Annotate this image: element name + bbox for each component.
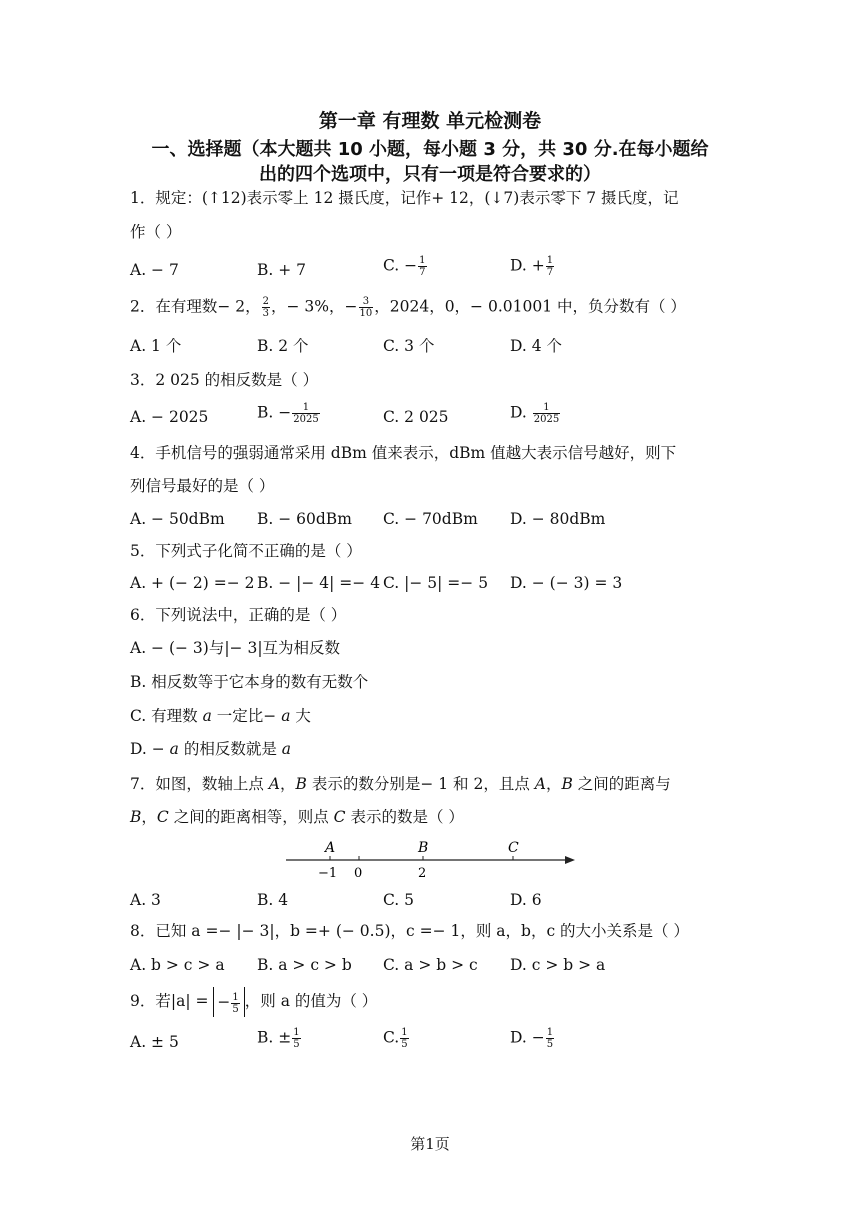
section-heading-line1: 一、选择题（本大题共 10 小题，每小题 3 分，共 30 分.在每小题给 (151, 139, 709, 160)
q4-option-a[interactable]: A. − 50dBm (130, 510, 225, 528)
q4-option-b[interactable]: B. − 60dBm (257, 510, 352, 528)
q4-option-d[interactable]: D. − 80dBm (510, 510, 606, 528)
tick-label-0: 0 (354, 866, 363, 881)
q1-stem-line1: 1．规定：(↑12)表示零上 12 摄氏度，记作+ 12，(↓7)表示零下 7 摄氏度，记 (130, 189, 679, 207)
q5-option-b[interactable]: B. − |− 4| =− 4 (257, 574, 381, 592)
section-heading (130, 137, 730, 187)
q1-option-a[interactable]: A. − 7 (130, 261, 179, 279)
q1-option-d-fraction: $\frac{1}{7}$ (546, 255, 554, 278)
q2-option-a[interactable]: A. 1 个 (130, 337, 182, 355)
q2-option-d[interactable]: D. 4 个 (510, 337, 563, 355)
number-line-figure (280, 836, 580, 886)
q8-option-d[interactable]: D. c > b > a (510, 956, 606, 974)
axis-arrow-icon (565, 856, 575, 864)
q8-option-c[interactable]: C. a > b > c (383, 956, 478, 974)
tick-label-2: 2 (418, 866, 427, 881)
q4-option-c[interactable]: C. − 70dBm (383, 510, 478, 528)
q9-stem: 9．若|a| = − $\frac{1}{5}$ ，则 a 的值为（ ） (130, 985, 377, 1017)
q7-option-d[interactable]: D. 6 (510, 891, 542, 909)
q2-stem: 2．在有理数− 2， $\frac{2}{3}$ ，− 3%，− $\frac{3}{10}$ ，2024，0，− 0.01001 中，负分数有（ ） (130, 296, 686, 319)
q3-stem: 3．2 025 的相反数是（ ） (130, 371, 319, 389)
q6-stem: 6．下列说法中，正确的是（ ） (130, 606, 347, 624)
tick-label-neg1: −1 (318, 866, 338, 881)
point-label-a: A (325, 840, 336, 856)
q5-stem: 5．下列式子化简不正确的是（ ） (130, 542, 362, 560)
q9-option-c[interactable]: C. $\frac{1}{5}$ (383, 1027, 408, 1050)
page-number: 第1页 (410, 1135, 450, 1153)
q1-option-b[interactable]: B. + 7 (257, 261, 307, 279)
q4-stem-line1: 4．手机信号的强弱通常采用 dBm 值来表示，dBm 值越大表示信号越好，则下 (130, 444, 677, 462)
q6-option-a[interactable]: A. − (− 3)与|− 3|互为相反数 (130, 639, 341, 657)
q1-option-d-label: D. + (510, 256, 545, 275)
q1-option-c-label: C. − (383, 256, 418, 275)
q5-option-d[interactable]: D. − (− 3) = 3 (510, 574, 623, 592)
q9-option-d[interactable]: D. − $\frac{1}{5}$ (510, 1027, 554, 1050)
q5-option-c[interactable]: C. |− 5| =− 5 (383, 574, 489, 592)
q2-option-c[interactable]: C. 3 个 (383, 337, 435, 355)
q7-option-c[interactable]: C. 5 (383, 891, 415, 909)
q2-option-b[interactable]: B. 2 个 (257, 337, 309, 355)
q5-option-a[interactable]: A. + (− 2) =− 2 (130, 574, 255, 592)
q3-option-d[interactable]: D. $\frac{1}{2025}$ (510, 402, 560, 425)
page-title: 第一章 有理数 单元检测卷 (318, 110, 542, 132)
q6-option-c[interactable]: C. 有理数 a 一定比− a 大 (130, 707, 311, 725)
q7-option-a[interactable]: A. 3 (130, 891, 161, 909)
q1-stem-line2: 作（ ） (130, 223, 182, 241)
q8-stem: 8．已知 a =− |− 3|，b =+ (− 0.5)，c =− 1，则 a，b，c 的大小关系是（ ） (130, 922, 689, 940)
q3-option-a[interactable]: A. − 2025 (130, 408, 209, 426)
q8-option-a[interactable]: A. b > c > a (130, 956, 225, 974)
q7-option-b[interactable]: B. 4 (257, 891, 289, 909)
point-label-c: C (508, 840, 519, 856)
q1-option-d[interactable] (510, 255, 555, 278)
q3-option-c[interactable]: C. 2 025 (383, 408, 449, 426)
q9-option-b[interactable]: B. ± $\frac{1}{5}$ (257, 1027, 300, 1050)
q6-option-b[interactable]: B. 相反数等于它本身的数有无数个 (130, 673, 369, 691)
point-label-b: B (418, 840, 429, 856)
q4-stem-line2: 列信号最好的是（ ） (130, 477, 275, 495)
section-heading-line2: 出的四个选项中，只有一项是符合要求的） (259, 164, 601, 185)
q1-option-c[interactable] (383, 255, 428, 278)
q8-option-b[interactable]: B. a > c > b (257, 956, 352, 974)
q1-option-c-fraction: $\frac{1}{7}$ (419, 255, 426, 278)
q7-stem-line1: 7．如图，数轴上点 A，B 表示的数分别是− 1 和 2，且点 A，B 之间的距离与 (130, 775, 671, 793)
q6-option-d[interactable]: D. − a 的相反数就是 a (130, 740, 292, 758)
q9-option-a[interactable]: A. ± 5 (130, 1033, 179, 1051)
q7-stem-line2: B，C 之间的距离相等，则点 C 表示的数是（ ） (130, 808, 464, 826)
q3-option-b[interactable]: B. − $\frac{1}{2025}$ (257, 402, 319, 425)
